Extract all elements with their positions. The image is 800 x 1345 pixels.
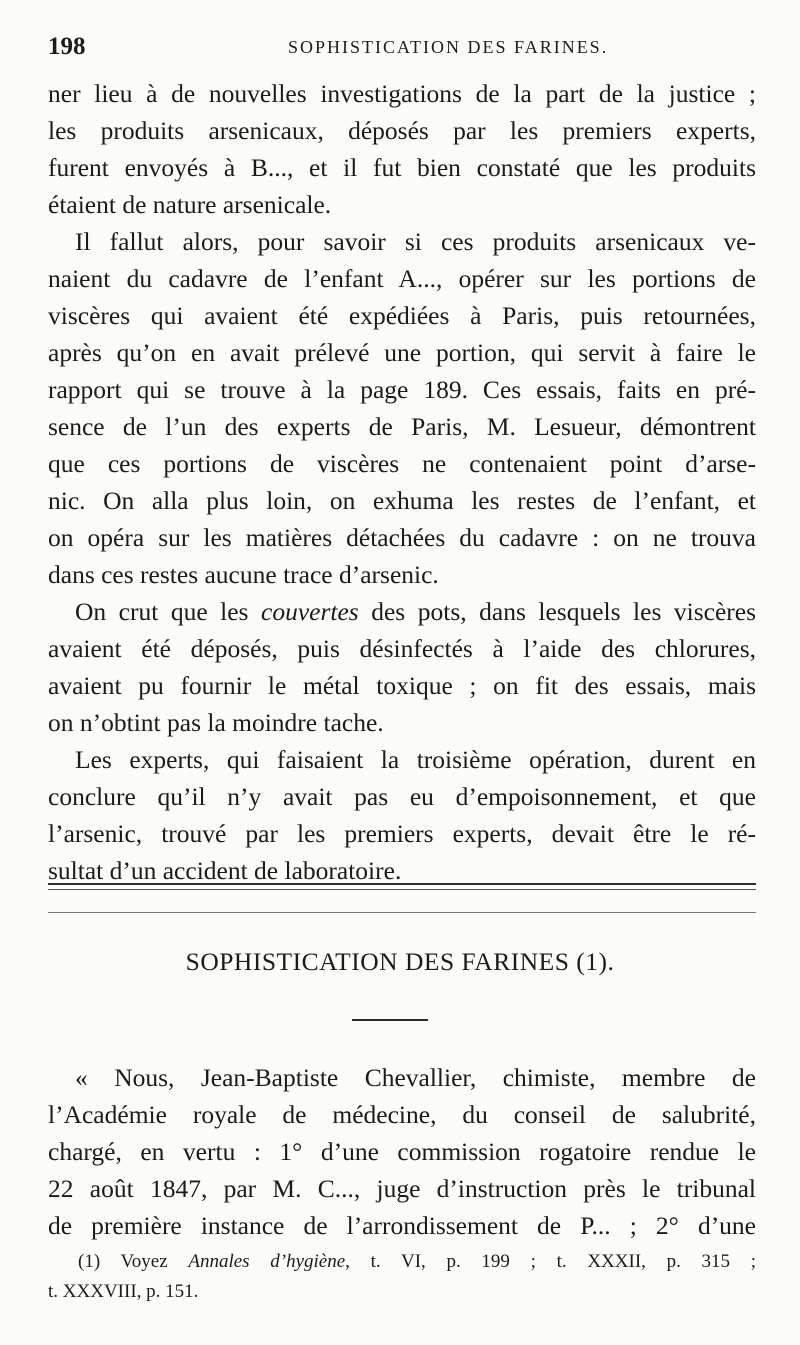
title-rule xyxy=(352,1019,428,1021)
text-line: de première instance de l’arrondissement de P... ; 2° d’une xyxy=(48,1211,756,1240)
text-line: on opéra sur les matières détachées du cadavre : on ne trouva xyxy=(48,523,756,552)
text-line: « Nous, Jean-Baptiste Chevallier, chimiste, membre de xyxy=(75,1063,756,1092)
text-line: l’arsenic, trouvé par les premiers experts, devait être le ré- xyxy=(48,819,756,848)
text-line: naient du cadavre de l’enfant A..., opérer sur les portions de xyxy=(48,264,756,293)
inline-prefix: On crut que les xyxy=(75,597,249,626)
text-line: on n’obtint pas la moindre tache. xyxy=(48,708,384,737)
page-number: 198 xyxy=(48,33,86,60)
text-line: 22 août 1847, par M. C..., juge d’instruction près le tribunal xyxy=(48,1174,756,1203)
text-line: nic. On alla plus loin, on exhuma les restes de l’enfant, et xyxy=(48,486,756,515)
text-line: l’Académie royale de médecine, du conseil de salubrité, xyxy=(48,1100,756,1129)
text-line: Les experts, qui faisaient la troisième opération, durent en xyxy=(75,745,756,774)
text-line: viscères qui avaient été expédiées à Paris, puis retournées, xyxy=(48,301,756,330)
footnote-line: t. XXXVIII, p. 151. xyxy=(48,1281,199,1302)
text-line: dans ces restes aucune trace d’arsenic. xyxy=(48,560,439,589)
text-line xyxy=(75,595,756,629)
text-line: conclure qu’il n’y avait pas eu d’empoisonnement, et que xyxy=(48,782,756,811)
text-line: ner lieu à de nouvelles investigations de la part de la justice ; xyxy=(48,79,756,108)
section-divider xyxy=(48,912,756,913)
text-line: chargé, en vertu : 1° d’une commission rogatoire rendue le xyxy=(48,1137,756,1166)
footnote xyxy=(78,1248,756,1276)
running-head xyxy=(48,33,758,63)
section-divider xyxy=(48,889,756,890)
section-title: SOPHISTICATION DES FARINES (1). xyxy=(185,947,615,976)
text-line: furent envoyés à B..., et il fut bien constaté que les produits xyxy=(48,153,756,182)
text-line: les produits arsenicaux, déposés par les premiers experts, xyxy=(48,116,756,145)
text-line: après qu’on en avait prélevé une portion, qui servit à faire le xyxy=(48,338,756,367)
text-line: rapport qui se trouve à la page 189. Ces essais, faits en pré- xyxy=(48,375,756,404)
text-line: avaient pu fournir le métal toxique ; on fit des essais, mais xyxy=(48,671,756,700)
text-line: avaient été déposés, puis désinfectés à l’aide des chlorures, xyxy=(48,634,756,663)
text-line: étaient de nature arsenicale. xyxy=(48,190,332,219)
footnote-marker: (1) Voyez xyxy=(78,1251,168,1272)
text-line: Il fallut alors, pour savoir si ces produits arsenicaux ve- xyxy=(75,227,756,256)
italic-term: couvertes xyxy=(261,597,359,626)
text-line: sultat d’un accident de laboratoire. xyxy=(48,856,402,885)
text-line: que ces portions de viscères ne contenaient point d’arse- xyxy=(48,449,756,478)
footnote-journal: Annales d’hygiène xyxy=(188,1251,346,1272)
section-divider xyxy=(48,883,756,885)
line-rest: des pots, dans lesquels les viscères xyxy=(371,597,756,626)
running-title: SOPHISTICATION DES FARINES. xyxy=(288,37,609,57)
text-line: sence de l’un des experts de Paris, M. Lesueur, démontrent xyxy=(48,412,756,441)
footnote-reference: , t. VI, p. 199 ; t. XXXII, p. 315 ; xyxy=(345,1251,757,1272)
